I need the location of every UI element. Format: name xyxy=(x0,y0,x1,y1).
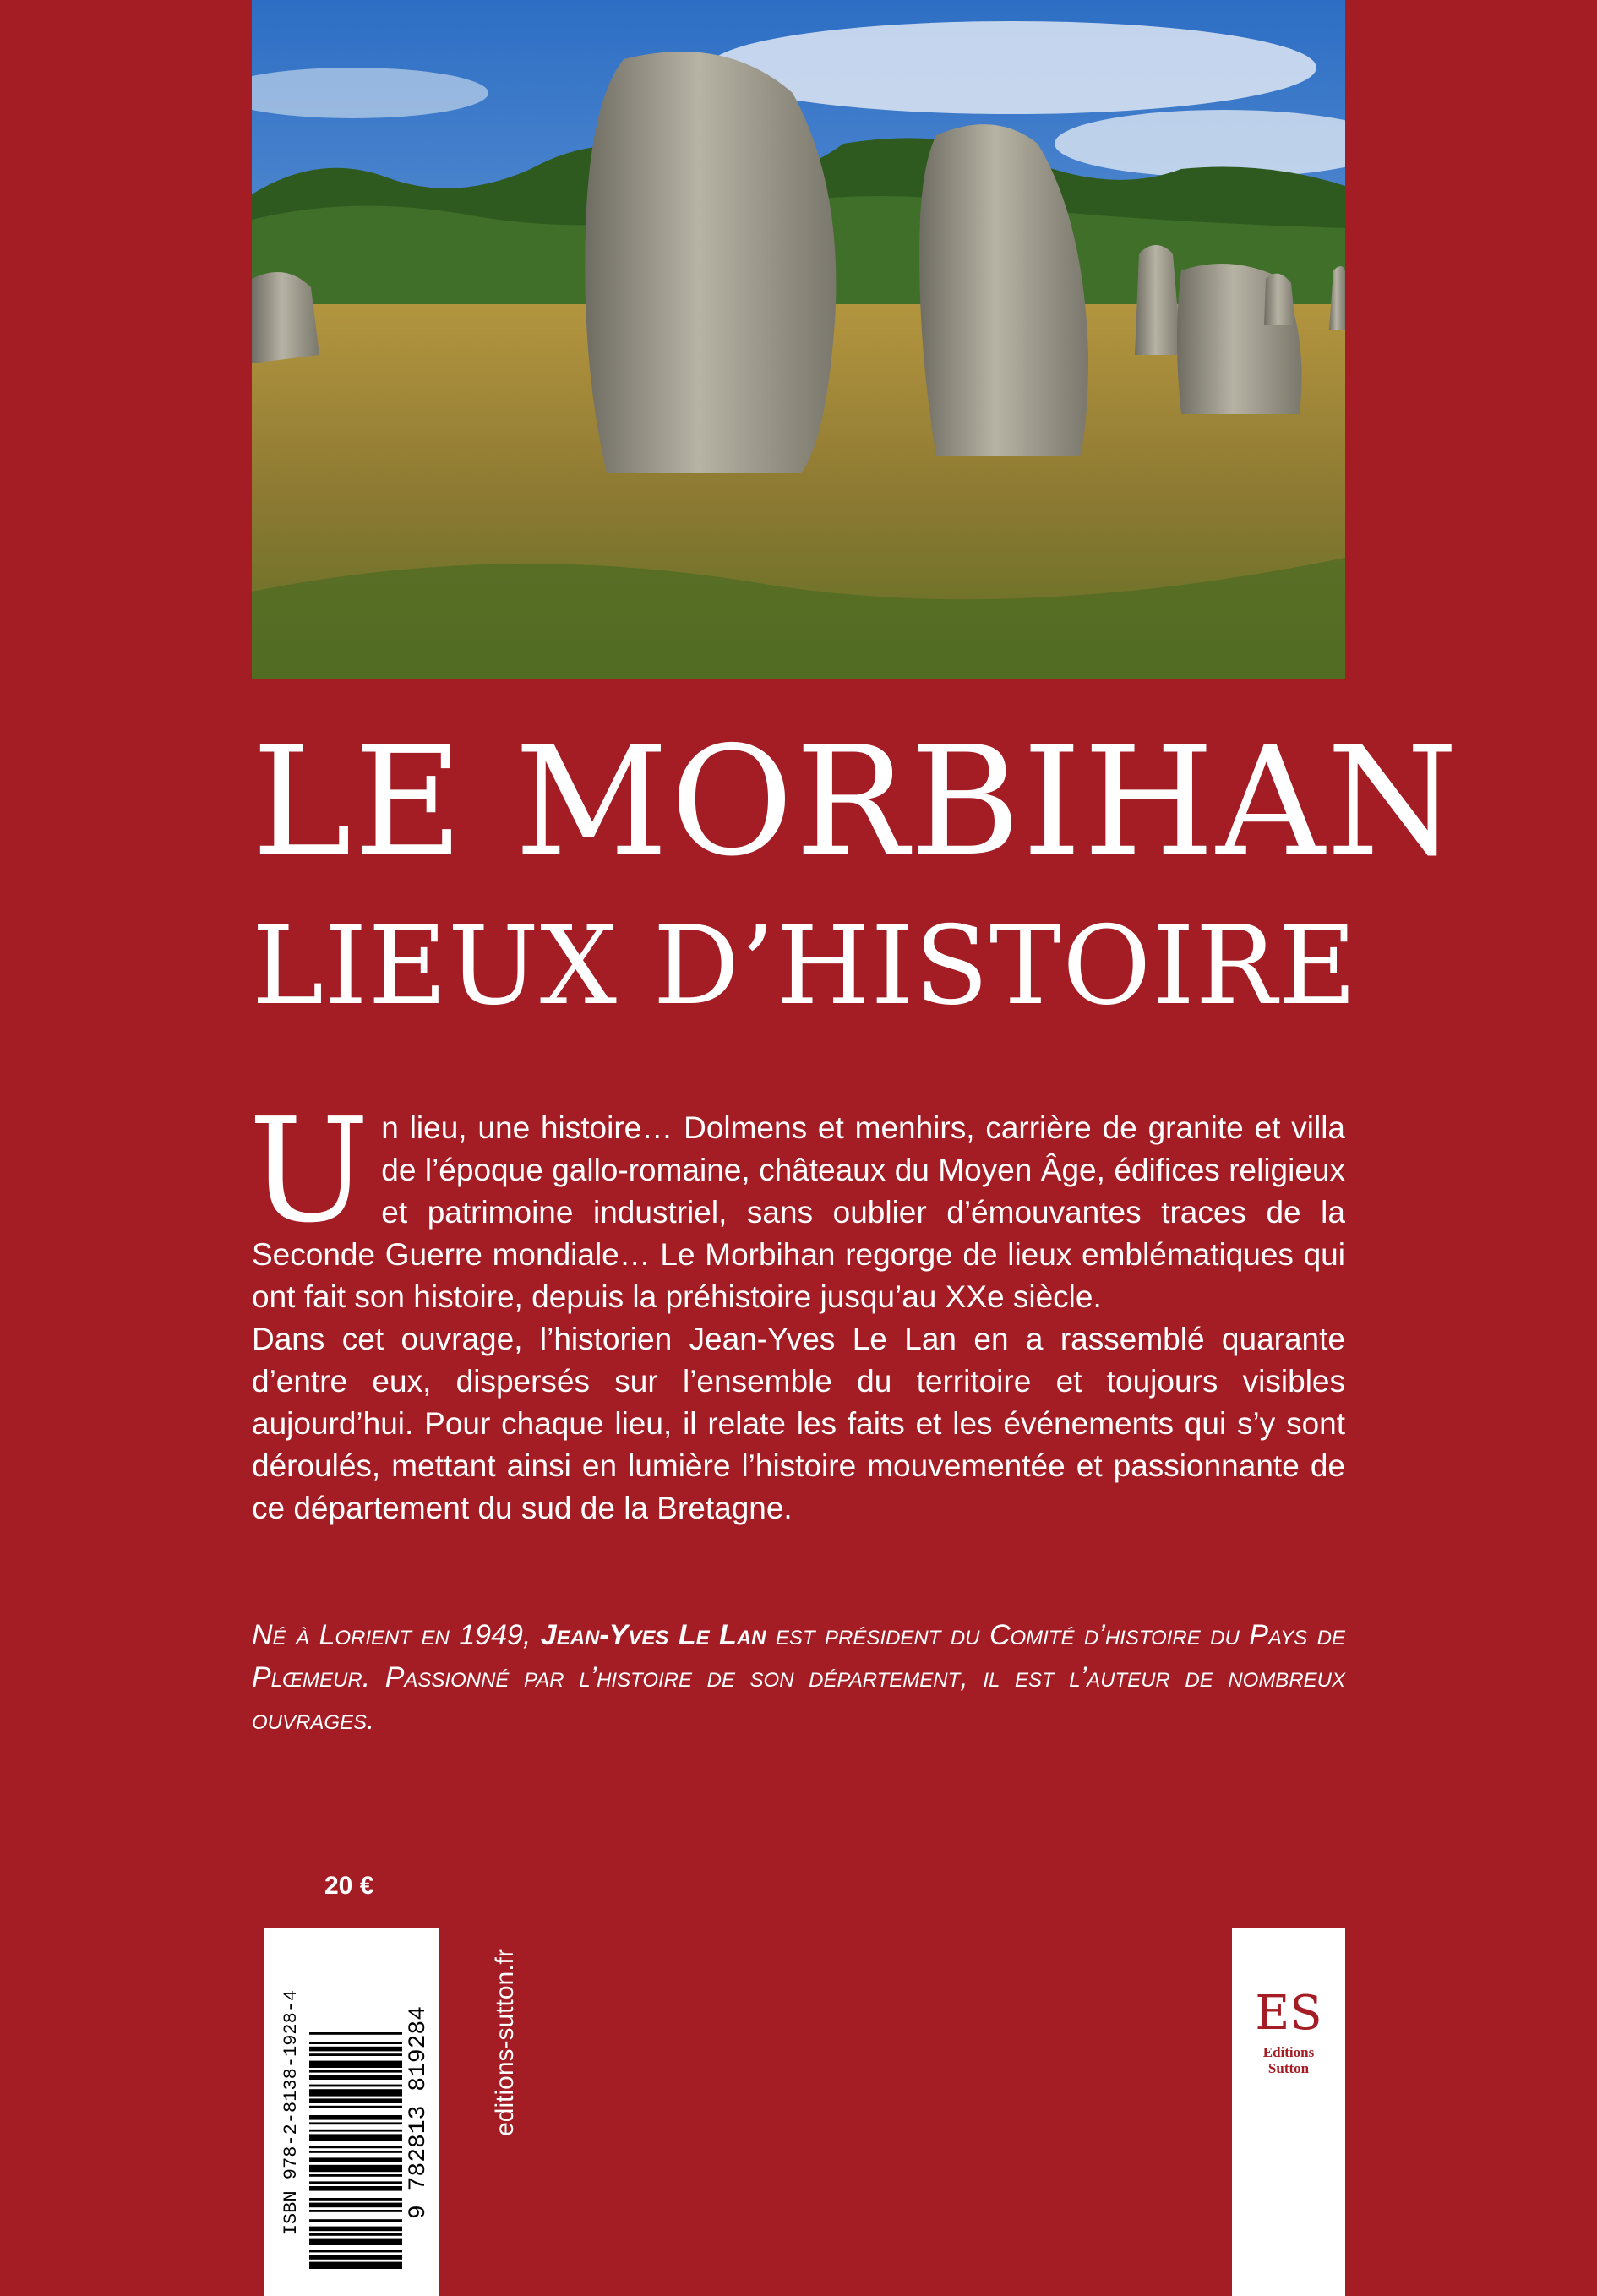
publisher-name xyxy=(1232,2044,1345,2076)
barcode-bar xyxy=(309,2089,402,2096)
website-text: editions-sutton.fr xyxy=(491,1949,519,2136)
barcode-bar xyxy=(309,2198,402,2201)
barcode-bar xyxy=(309,2075,402,2080)
barcode-bar xyxy=(309,2181,402,2184)
menhirs-photo xyxy=(252,0,1345,679)
barcode-bar xyxy=(309,2233,402,2236)
barcode-graphic xyxy=(264,1928,439,2296)
barcode-bar xyxy=(309,2032,402,2035)
barcode-bar xyxy=(309,2210,402,2212)
publisher-logo xyxy=(1232,1928,1345,2296)
blurb-paragraph-1: n lieu, une histoire… Dolmens et menhirs, carrière de granite et villa de l’époque gallo-romaine, châteaux du Moyen Âge, édifices religieux et patrimoine industriel, sans oublier d’émouvantes traces de la Seconde Guerre mondiale… Le Morbihan regorge de lieux emblématiques qui ont fait son histoire, depuis la préhistoire jusqu’au XXe siècle. xyxy=(252,1110,1345,1314)
barcode-bar xyxy=(309,2255,402,2260)
book-title: LE MORBIHAN xyxy=(252,714,1460,889)
author-bio-start: Né à Lorient en 1949, xyxy=(252,1619,541,1651)
barcode-bar xyxy=(309,2122,402,2124)
barcode-bars xyxy=(309,2032,402,2269)
author-bio xyxy=(252,1614,1345,1741)
drop-cap: U xyxy=(248,1088,370,1255)
author-bio-end: est président du Comité d’histoire du Pays de Plœmeur. Passionné par l’histoire de son département, il est l’auteur de nombreux ouvrages. xyxy=(252,1619,1345,1736)
publisher-name-line2: Sutton xyxy=(1267,2060,1310,2076)
barcode-bar xyxy=(309,2106,402,2108)
barcode-bar xyxy=(309,2042,402,2044)
author-name: Jean-Yves Le Lan xyxy=(540,1619,766,1651)
barcode-bar xyxy=(309,2157,402,2162)
barcode-bar xyxy=(309,2098,402,2103)
barcode-bar xyxy=(309,2053,402,2056)
barcode-bar xyxy=(309,2047,402,2052)
blurb xyxy=(248,1088,1345,1530)
barcode-bar xyxy=(309,2146,402,2148)
barcode xyxy=(264,1928,439,2296)
barcode-bar xyxy=(309,2203,402,2208)
isbn-text: ISBN 978-2-8138-1928-4 xyxy=(281,1989,302,2236)
price: 20 € xyxy=(324,1872,374,1900)
blurb-paragraph-2: Dans cet ouvrage, l’historien Jean-Yves Le Lan en a rassemblé quarante d’entre eux, dispersés sur l’ensemble du territoire et toujours visibles aujourd’hui. Pour chaque lieu, il relate les faits et les événements qui s’y sont déroulés, mettant ainsi en lumière l’histoire mouvementée et passionnante de ce département du sud de la Bretagne. xyxy=(252,1322,1345,1525)
barcode-bar xyxy=(309,2262,402,2269)
barcode-bar xyxy=(309,2219,402,2222)
website xyxy=(488,1935,517,2138)
book-subtitle: LIEUX D’HISTOIRE xyxy=(252,903,1358,1029)
barcode-bar xyxy=(309,2061,402,2068)
barcode-bar xyxy=(309,2174,402,2177)
publisher-name-line1: Editions xyxy=(1262,2044,1315,2060)
barcode-digits: 9 782813 819284 xyxy=(406,2005,432,2220)
barcode-bar xyxy=(309,2151,402,2153)
publisher-mark: ES xyxy=(1255,1986,1322,2041)
barcode-bar xyxy=(309,2085,402,2087)
barcode-bar xyxy=(309,2227,402,2232)
barcode-bar xyxy=(309,2165,402,2172)
barcode-bar xyxy=(309,2186,402,2191)
cover-photo xyxy=(252,0,1345,679)
barcode-bar xyxy=(309,2239,402,2245)
barcode-bar xyxy=(309,2130,402,2132)
barcode-bar xyxy=(309,2115,402,2120)
barcode-bar xyxy=(309,2250,402,2253)
barcode-bar xyxy=(309,2070,402,2073)
barcode-bar xyxy=(309,2134,402,2141)
